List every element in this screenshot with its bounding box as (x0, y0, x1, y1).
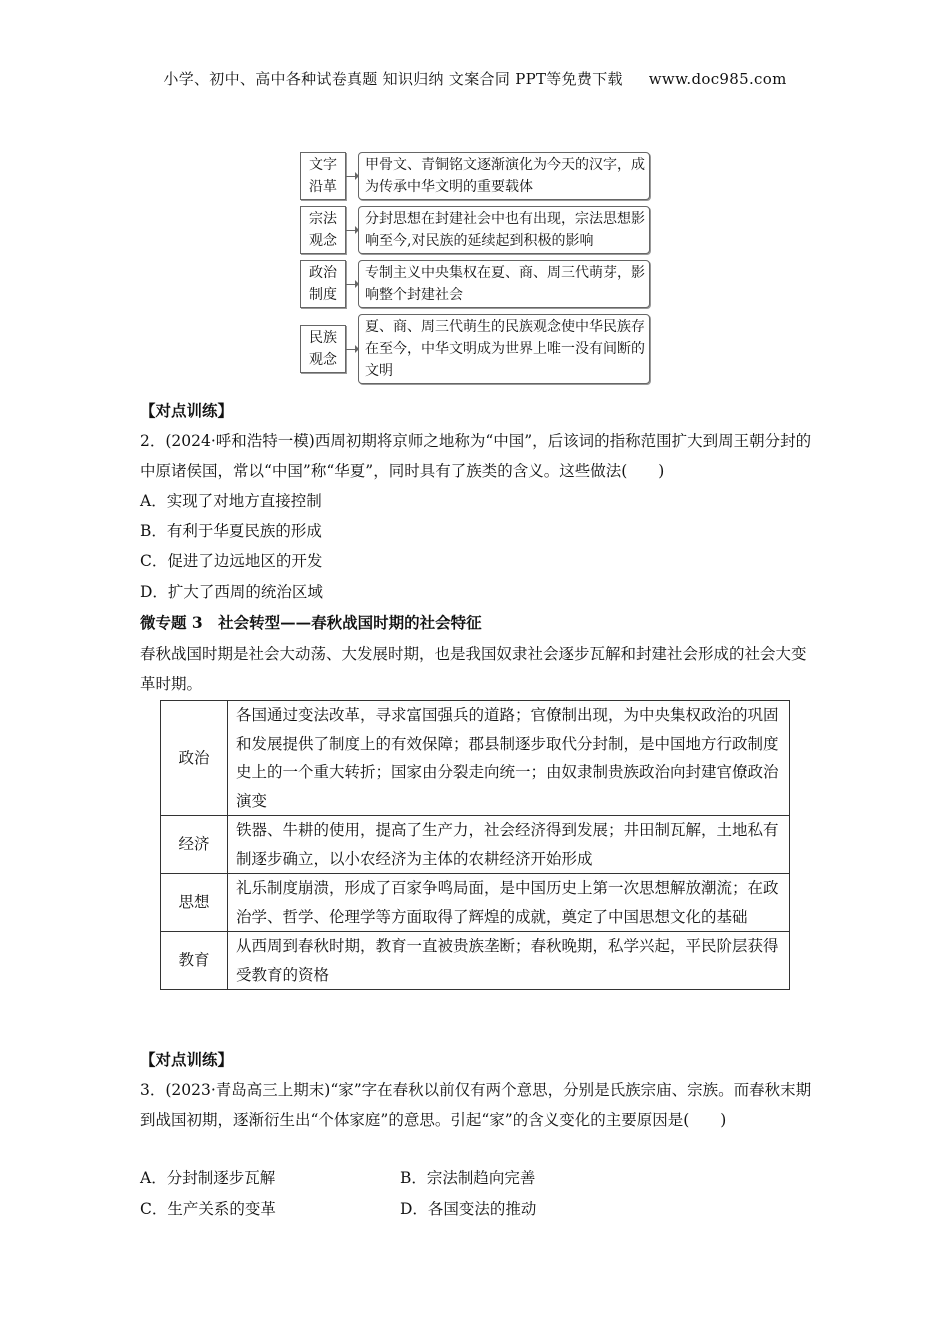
diagram-row (300, 206, 650, 254)
row-value: 铁器、牛耕的使用，提高了生产力，社会经济得到发展；井田制瓦解，土地私有制逐步确立，以小农经济为主体的农耕经济开始形成 (228, 816, 790, 874)
header-url[interactable]: www.doc985.com (648, 70, 787, 88)
training-heading: 【对点训练】 (140, 401, 234, 420)
civilization-diagram (300, 152, 650, 390)
option-c[interactable]: C．生产关系的变革 (140, 1200, 276, 1218)
option-a[interactable]: A．实现了对地方直接控制 (140, 492, 322, 510)
question-2: 2．(2024·呼和浩特一模)西周初期将京师之地称为“中国”，后该词的指称范围扩大到周王朝分封的中原诸侯国，常以“中国”称“华夏”，同时具有了族类的含义。这些做法( ) (140, 432, 812, 480)
row-value: 礼乐制度崩溃，形成了百家争鸣局面，是中国历史上第一次思想解放潮流；在政治学、哲学、伦理学等方面取得了辉煌的成就，奠定了中国思想文化的基础 (228, 874, 790, 932)
connector-arrow (346, 176, 358, 177)
diagram-label: 民族 观念 (300, 325, 346, 373)
option-b[interactable]: B．有利于华夏民族的形成 (140, 522, 322, 540)
header-text: 小学、初中、高中各种试卷真题 知识归纳 文案合同 PPT等免费下载 (163, 70, 623, 88)
diagram-label: 文字 沿革 (300, 152, 346, 200)
table-row (161, 816, 790, 874)
diagram-text: 甲骨文、青铜铭文逐渐演化为今天的汉字，成为传承中华文明的重要载体 (358, 152, 650, 200)
option-a[interactable]: A．分封制逐步瓦解 (140, 1169, 276, 1187)
section-intro: 春秋战国时期是社会大动荡、大发展时期，也是我国奴隶社会逐步瓦解和封建社会形成的社会大变革时期。 (140, 645, 807, 693)
diagram-text: 夏、商、周三代萌生的民族观念使中华民族存在至今，中华文明成为世界上唯一没有间断的文明 (358, 314, 650, 384)
option-d[interactable]: D．扩大了西周的统治区域 (140, 583, 323, 601)
option-d[interactable]: D．各国变法的推动 (400, 1200, 537, 1218)
diagram-row (300, 260, 650, 308)
diagram-row (300, 152, 650, 200)
table-row (161, 932, 790, 990)
table-row (161, 874, 790, 932)
option-b[interactable]: B．宗法制趋向完善 (400, 1169, 536, 1187)
row-key: 教育 (161, 932, 228, 990)
training-heading: 【对点训练】 (140, 1050, 234, 1069)
option-c[interactable]: C．促进了边远地区的开发 (140, 552, 323, 570)
features-table (160, 700, 790, 990)
connector-arrow (346, 349, 358, 350)
row-key: 政治 (161, 701, 228, 816)
diagram-row (300, 314, 650, 384)
row-key: 思想 (161, 874, 228, 932)
row-value: 从西周到春秋时期，教育一直被贵族垄断；春秋晚期，私学兴起，平民阶层获得受教育的资格 (228, 932, 790, 990)
diagram-text: 分封思想在封建社会中也有出现，宗法思想影响至今,对民族的延续起到积极的影响 (358, 206, 650, 254)
diagram-label: 宗法 观念 (300, 206, 346, 254)
diagram-label: 政治 制度 (300, 260, 346, 308)
section-title: 微专题 3 社会转型——春秋战国时期的社会特征 (140, 613, 482, 632)
connector-arrow (346, 230, 358, 231)
question-3: 3．(2023·青岛高三上期末)“家”字在春秋以前仅有两个意思，分别是氏族宗庙、宗族。而春秋末期到战国初期，逐渐衍生出“个体家庭”的意思。引起“家”的含义变化的主要原因是( ) (140, 1081, 812, 1129)
page-header (0, 68, 950, 89)
row-value: 各国通过变法改革，寻求富国强兵的道路；官僚制出现，为中央集权政治的巩固和发展提供了制度上的有效保障；郡县制逐步取代分封制，是中国地方行政制度史上的一个重大转折；国家由分裂走向统一；由奴隶制贵族政治向封建官僚政治演变 (228, 701, 790, 816)
row-key: 经济 (161, 816, 228, 874)
diagram-text: 专制主义中央集权在夏、商、周三代萌芽，影响整个封建社会 (358, 260, 650, 308)
table-row (161, 701, 790, 816)
connector-arrow (346, 284, 358, 285)
